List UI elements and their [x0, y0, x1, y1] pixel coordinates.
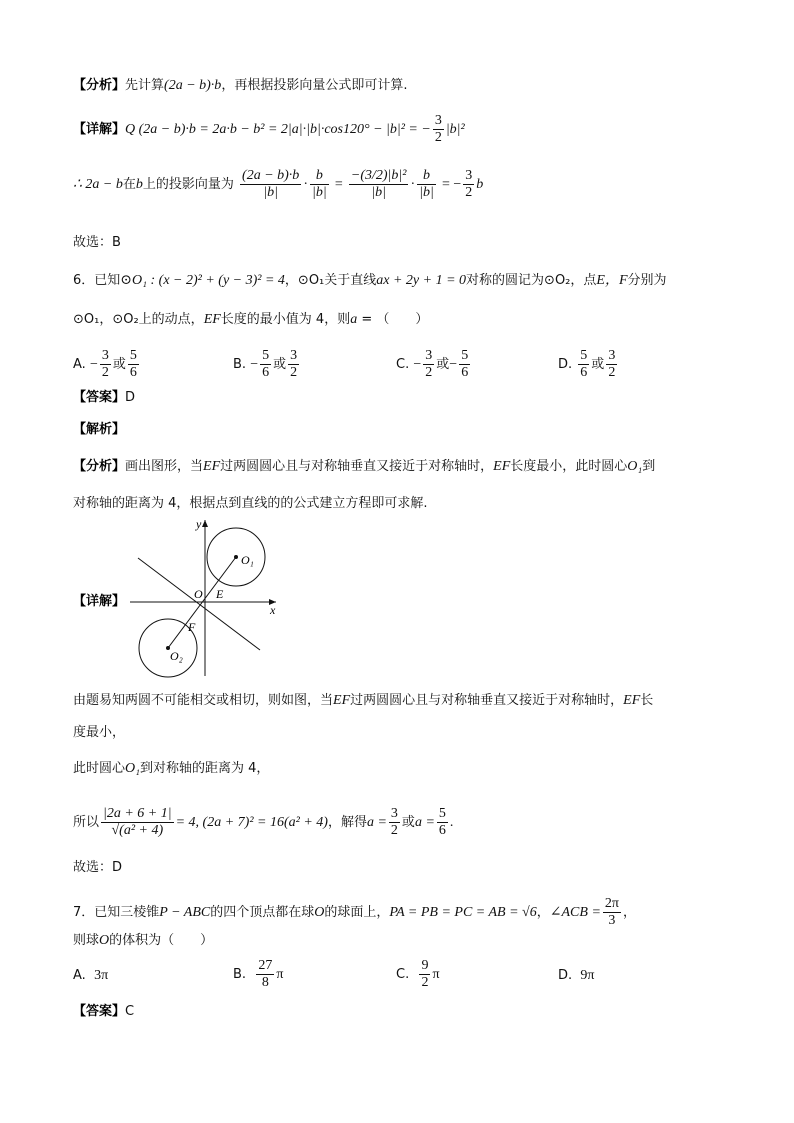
q7-option-c[interactable]: C. $\frac{9}{2}$ π — [396, 958, 440, 990]
label-y: y — [196, 517, 202, 531]
q5-answer: 故选：B — [73, 235, 121, 250]
detail-tag: 【详解】 — [73, 122, 126, 137]
label-o1: O₁ — [241, 553, 254, 567]
q6-option-c[interactable]: C. − $\frac{3}{2}$ 或− $\frac{5}{6}$ — [396, 348, 469, 380]
label-f: F — [188, 620, 196, 634]
fraction: $\frac{3}{2}$ — [434, 113, 442, 145]
center-o1 — [234, 555, 238, 559]
fraction: $\frac{b}{|b|}$ — [419, 168, 434, 200]
q7-option-b[interactable]: B. $\frac{27}{8}$ π — [233, 958, 284, 990]
q6-option-b[interactable]: B. − $\frac{5}{6}$ 或 $\frac{3}{2}$ — [233, 348, 298, 380]
q7-option-a[interactable]: A. 3π — [73, 968, 109, 983]
q5-detail: 【详解】Q (2a − b)·b = 2a·b − b² = 2|a|·|b|·cos120° − |b|² = − $\frac{3}{2}$ |b|² — [73, 113, 465, 145]
q6-analysis-line2: 对称轴的距离为 4，根据点到直线的的公式建立方程即可求解. — [73, 496, 428, 511]
q6-detail-tag: 【详解】 — [73, 594, 126, 609]
q6-answer: 【答案】D — [73, 390, 136, 405]
label-o2: O₂ — [170, 649, 183, 663]
fraction: $\frac{3}{2}$ — [390, 806, 398, 838]
fraction: $\frac{2\pi}{3}$ — [604, 896, 619, 928]
q6-detail-line4: 所以 $\frac{|2a + 6 + 1|}{\text{√(a² + 4)}}$ = 4, (2a + 7)² = 16(a² + 4)，解得a = $\frac{3}{2}$ 或a = $\frac{5}{6}$ . — [73, 806, 454, 838]
q6-stem-line1: 6．已知⊙O₁ : (x − 2)² + (y − 3)² = 4，⊙O₁关于直线ax + 2y + 1 = 0对称的圆记为⊙O₂，点E，F分别为 — [73, 273, 667, 288]
fraction: $\frac{|2a + 6 + 1|}{\text{√(a² + 4)}}$ — [103, 806, 172, 838]
q6-detail-line2: 度最小， — [73, 725, 126, 740]
q5-conclusion: ∴ 2a − b在b上的投影向量为 $\frac{(2a - b)\cdot b}{|b|}$ · $\frac{b}{|b|}$ = $\frac{\text{−(3/2)|b|²}}{|b|}$ · $\frac{b}{|b|}$ = − $\frac{3}{2}$ b — [73, 168, 484, 200]
q7-stem-line1: 7．已知三棱锥P − ABC的四个顶点都在球O的球面上，PA = PB = PC = AB = √6，∠ACB = $\frac{2\pi}{3}$ ， — [73, 896, 636, 928]
q7-option-d[interactable]: D. 9π — [558, 968, 595, 983]
q6-detail-line3: 此时圆心O₁到对称轴的距离为 4， — [73, 761, 270, 776]
q6-answer-line: 故选：D — [73, 860, 123, 875]
q7-answer: 【答案】C — [73, 1004, 135, 1019]
y-axis-arrow — [202, 520, 208, 527]
fraction: $\frac{3}{2}$ — [465, 168, 473, 200]
fraction: $\frac{b}{|b|}$ — [311, 168, 327, 200]
symmetry-line — [138, 558, 260, 650]
label-e: E — [216, 587, 224, 601]
label-o: O — [194, 587, 203, 601]
fraction: $\frac{5}{6}$ — [438, 806, 446, 838]
q6-analysis-line1: 【分析】画出图形，当EF过两圆圆心且与对称轴垂直又接近于对称轴时，EF长度最小，此时圆心O₁到 — [73, 459, 656, 474]
fraction: $\frac{(2a - b)\cdot b}{|b|}$ — [242, 168, 300, 200]
q7-stem-line2: 则球O的体积为（ ） — [73, 933, 214, 948]
q6-option-d[interactable]: D. $\frac{5}{6}$ 或 $\frac{3}{2}$ — [558, 348, 616, 380]
fraction: $\frac{\text{−(3/2)|b|²}}{|b|}$ — [350, 168, 407, 200]
label-x: x — [270, 603, 276, 617]
q6-detail-line1: 由题易知两圆不可能相交或相切，则如图，当EF过两圆圆心且与对称轴垂直又接近于对称轴时，EF长 — [73, 693, 654, 708]
q6-figure — [130, 516, 280, 680]
q6-option-a[interactable]: A. − $\frac{3}{2}$ 或 $\frac{5}{6}$ — [73, 348, 137, 380]
q5-analysis: 【分析】先计算(2a − b)·b，再根据投影向量公式即可计算. — [73, 78, 408, 93]
q6-stem-line2: ⊙O₁，⊙O₂上的动点，EF长度的最小值为 4，则a = （ ） — [73, 312, 429, 327]
analysis-tag: 【分析】 — [73, 78, 126, 93]
q6-analysis-head: 【解析】 — [73, 422, 126, 437]
